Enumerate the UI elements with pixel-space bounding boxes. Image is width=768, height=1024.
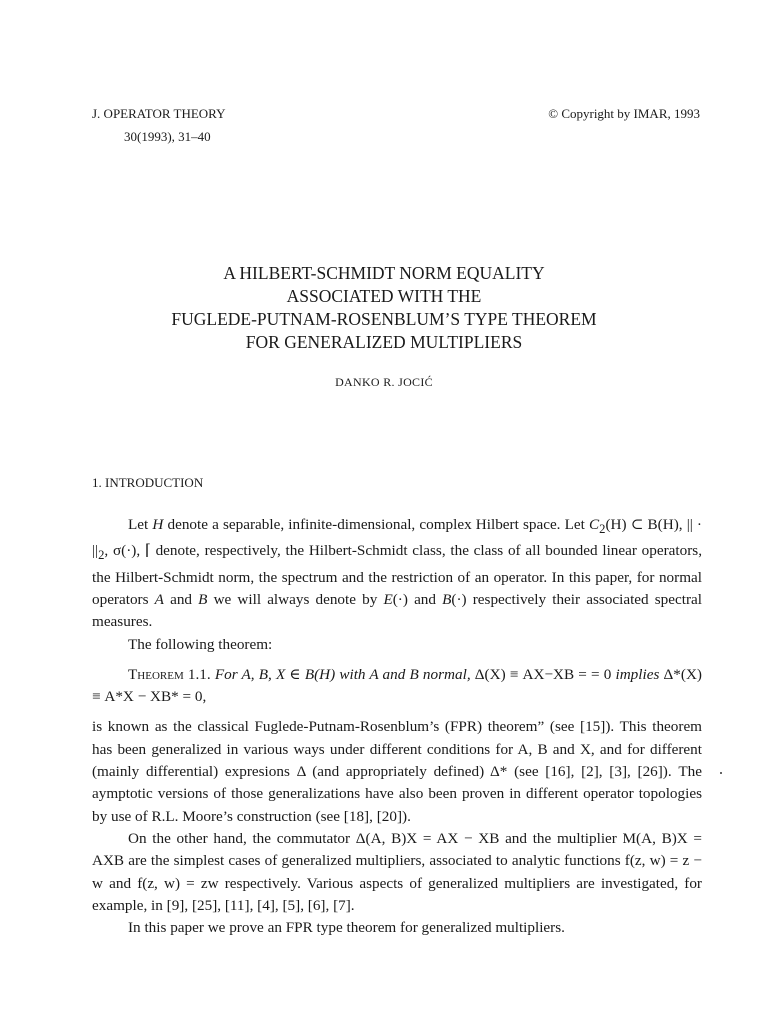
journal-name: J. OPERATOR THEORY	[92, 106, 226, 121]
title-line-1: A HILBERT-SCHMIDT NORM EQUALITY	[223, 263, 545, 283]
margin-mark	[720, 772, 722, 774]
paper-title	[0, 262, 768, 354]
body-text	[92, 514, 702, 939]
author-name: DANKO R. JOCIĆ	[335, 375, 433, 389]
copyright-notice: © Copyright by IMAR, 1993	[548, 106, 700, 121]
title-line-2: ASSOCIATED WITH THE	[286, 286, 482, 306]
paragraph-fpr: is known as the classical Fuglede-Putnam-Rosenblum’s (FPR) theorem” (see [15]). This theorem has been generalized in various ways under different conditions for A, B and X, and for different (mainly differential) expresions Δ (and appropriately defined) Δ* (see [16], [2], [3], [26]). The aymptotic versions of those generalizations have also been proven in different operator topologies by use of R.L. Moore’s construction (see [18], [20]).	[92, 718, 702, 825]
volume-pages: 30(1993), 31–40	[124, 129, 211, 144]
paragraph-multipliers: On the other hand, the commutator Δ(A, B)X = AX − XB and the multiplier M(A, B)X = AXB are the simplest cases of generalized multipliers, associated to analytic functions f(z, w) = z − w and f(z, w) = zw respectively. Various aspects of generalized multipliers are investigated, for example, in [9], [25], [11], [4], [5], [6], [7].	[92, 829, 702, 914]
section-heading: 1. INTRODUCTION	[92, 475, 204, 490]
paragraph-following-theorem: The following theorem:	[128, 635, 273, 653]
title-line-3: FUGLEDE-PUTNAM-ROSENBLUM’S TYPE THEOREM	[171, 309, 597, 329]
paragraph-intro: Let H denote a separable, infinite-dimensional, complex Hilbert space. Let $C_2(H)$ ⊂ B(H), || · $||_2$, σ(·), ⌈ denote, respectively, the Hilbert-Schmidt class, the class of all bounded linear operators, the Hilbert-Schmidt norm, the spectrum and the restriction of an operator. In this paper, for normal operators A and B we will always denote by E(·) and B(·) respectively their associated spectral measures.	[92, 516, 702, 631]
paragraph-this-paper: In this paper we prove an FPR type theorem for generalized multipliers.	[128, 919, 565, 937]
title-line-4: FOR GENERALIZED MULTIPLIERS	[245, 332, 523, 352]
theorem-1-1: Theorem 1.1. For A, B, X ∈ B(H) with A and B normal, Δ(X) ≡ AX−XB = = 0 implies Δ*(X) ≡ A*X − XB* = 0,	[92, 665, 702, 706]
theorem-label: Theorem 1.1.	[128, 665, 211, 683]
